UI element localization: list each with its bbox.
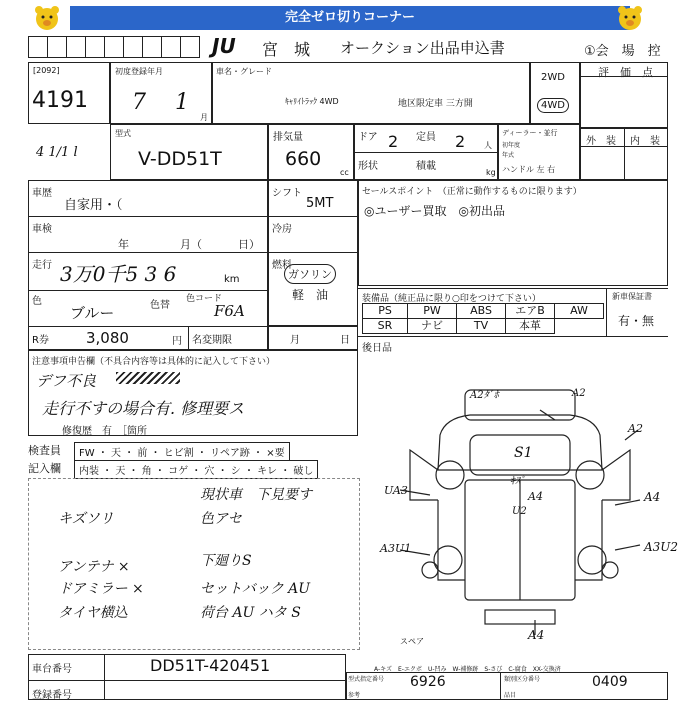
- interior-label: 内 装: [630, 136, 660, 147]
- color-code-label: 色コード: [186, 294, 223, 304]
- displacement-label: 排気量: [273, 132, 303, 143]
- inspection-row2-items: 内装 ・ 天 ・ 角 ・ コゲ ・ 穴 ・ シ ・ キレ ・ 破し: [74, 460, 318, 479]
- code1-value: 6926: [410, 674, 446, 690]
- reg-number-label: 登録番号: [32, 690, 72, 701]
- mark-right-top: A2: [628, 422, 643, 435]
- shift-label: シフト: [272, 188, 302, 199]
- color-swap-label: 色替: [150, 300, 170, 311]
- rating-label: 評 価 点: [598, 66, 653, 79]
- mark-bottom: A4: [528, 628, 545, 642]
- dealer-label: ディーラー・並行: [502, 129, 558, 137]
- ju-logo: JU: [212, 34, 236, 58]
- inspection-row1-items: FW ・ 天 ・ 前 ・ ヒビ割 ・ リペア跡 ・ ×要: [74, 442, 290, 461]
- model-label: 型式: [115, 129, 131, 138]
- color-code: F6A: [214, 302, 245, 320]
- equip-aw: AW: [554, 303, 604, 319]
- capacity-label: 定員: [416, 132, 436, 143]
- sales-point-value: ◎ユーザー買取 ◎初出品: [364, 204, 505, 218]
- registration-year: 7: [132, 90, 146, 115]
- shift-value: 5MT: [306, 196, 334, 211]
- options-label: 後日品: [362, 343, 392, 354]
- top-checkbox-row: [28, 36, 208, 58]
- car-name-label: 車名・グレード: [216, 67, 272, 76]
- capacity-value: 2: [455, 132, 466, 151]
- shaken-day: 日）: [238, 238, 260, 251]
- sales-point-label: セールスポイント （正常に動作するものに限ります）: [362, 187, 582, 197]
- inspection-row1-label: 検査員: [28, 444, 61, 457]
- nameplate-cell: [268, 326, 358, 350]
- model-scribble: 4 1/1 l: [36, 145, 78, 160]
- equip-airbag: エアB: [505, 303, 555, 319]
- color-value: ブルー: [70, 304, 115, 322]
- mark-center-3: U2: [512, 506, 527, 517]
- inspection-row2-label: 記入欄: [28, 462, 61, 475]
- repair-history: 修復歴 有 ［箇所: [62, 426, 147, 437]
- prefecture: 宮 城: [262, 40, 311, 59]
- inspector-note-5: 下廻りS: [200, 553, 252, 569]
- car-name: ｷｬﾘｲﾄﾗｯｸ 4WD: [285, 97, 339, 106]
- doors-value: 2: [388, 132, 399, 151]
- displacement-value: 660: [285, 148, 322, 170]
- mascot-right-icon: [615, 4, 645, 32]
- code1-label: 型式指定番号: [348, 676, 385, 683]
- mark-center-1: ｷｽﾞ: [510, 476, 525, 487]
- inspector-note-8: タイヤ横込: [58, 605, 128, 621]
- dealer-line-2: 年式: [502, 152, 515, 159]
- code2-value: 0409: [592, 674, 628, 690]
- dealer-line-1: 初年度: [502, 142, 521, 149]
- inspector-note-6: ドアミラー ×: [58, 581, 144, 597]
- mileage-label: 走行: [32, 260, 52, 271]
- equip-sr: SR: [362, 318, 408, 334]
- notes-scribble: [116, 372, 180, 384]
- registration-label: 初度登録年月: [115, 67, 163, 76]
- capacity-unit: 人: [484, 141, 492, 150]
- handle-label: ハンドル 左 右: [502, 165, 556, 174]
- vehicle-diagram: [370, 380, 690, 650]
- recycle-value: 3,080: [86, 329, 129, 347]
- inspector-note-7: セットバック AU: [200, 581, 311, 597]
- nameplate-day: 日: [340, 335, 350, 346]
- cooler-label: 冷房: [272, 224, 292, 235]
- mark-center-2: A4: [528, 490, 543, 503]
- nameplate-month: 月: [290, 335, 300, 346]
- color-label: 色: [32, 296, 42, 307]
- displacement-unit: cc: [340, 168, 349, 177]
- mark-spare: スペア: [400, 637, 424, 646]
- equip-ps: PS: [362, 303, 408, 319]
- model-value: V-DD51T: [138, 148, 222, 170]
- equipment-label: 装備品（純正品に限り○印をつけて下さい）: [362, 294, 541, 304]
- inspector-note-9: 荷台 AU ハタ S: [200, 605, 301, 621]
- doc-label: 新車保証書: [612, 292, 652, 301]
- load-label: 積載: [416, 161, 436, 172]
- mark-right-1: A4: [644, 490, 661, 504]
- drive-2wd: 2WD: [541, 72, 565, 83]
- equip-tv: TV: [456, 318, 506, 334]
- doors-label: ドア: [358, 132, 378, 143]
- inspector-note-4: アンテナ ×: [58, 559, 130, 575]
- mark-left-2: A3U1: [380, 542, 412, 555]
- notes-line-2: 走行不すの場合有. 修理要ス: [42, 399, 245, 418]
- registration-month-unit: 月: [200, 113, 208, 122]
- form-title: オークション出品申込書: [340, 39, 505, 57]
- mark-right-2: A3U2: [644, 540, 679, 554]
- lane-label: ①会 場 控: [584, 44, 661, 59]
- shape-label: 形状: [358, 161, 378, 172]
- notes-label: 注意事項申告欄（不具合内容等は具体的に記入して下さい）: [32, 357, 276, 367]
- inspector-note-3: 色アセ: [200, 511, 242, 527]
- banner-title: 完全ゼロ切りコーナー: [70, 6, 630, 30]
- equip-abs: ABS: [456, 303, 506, 319]
- lot-code: [2092]: [33, 66, 60, 75]
- mascot-left-icon: [32, 4, 62, 32]
- notes-line-1: デフ不良: [36, 372, 97, 390]
- shaken-year: 年: [118, 238, 129, 251]
- shaken-month: 月（: [180, 238, 202, 251]
- nameplate-label: 名変期限: [192, 335, 232, 346]
- fuel-label: 燃料: [272, 260, 292, 271]
- mark-top-right: A2: [572, 388, 586, 399]
- registration-month: 1: [175, 90, 189, 115]
- equip-pw: PW: [407, 303, 457, 319]
- equip-navi: ナビ: [407, 318, 457, 334]
- fuel-gas: ガソリン: [284, 264, 336, 284]
- shaken-label: 車検: [32, 224, 52, 235]
- footer-item: 品目: [504, 692, 517, 699]
- mileage-unit: km: [224, 274, 240, 285]
- history-value: 自家用・（: [64, 198, 123, 213]
- mileage-value: 3万0千5 3 6: [60, 262, 177, 286]
- fuel-diesel: 軽 油: [292, 288, 329, 302]
- lot-number: 4191: [32, 88, 88, 113]
- footer-ref: 参考: [348, 692, 361, 699]
- inspector-note-1: 現状車 下見要す: [200, 487, 312, 503]
- doc-value: 有・無: [618, 314, 655, 328]
- mark-left: UA3: [384, 484, 408, 497]
- car-limited: 地区限定車 三方開: [398, 99, 473, 109]
- damage-legend: A-キズ E-エクボ U-凹み W-補修跡 S-さび C-腐食 XX-交換済: [374, 666, 561, 673]
- frame-number: DD51T-420451: [150, 656, 271, 675]
- mark-roof: S1: [514, 445, 533, 461]
- load-unit: kg: [486, 168, 496, 177]
- recycle-label: R券: [32, 335, 49, 346]
- history-label: 車歴: [32, 188, 52, 199]
- code2-label: 類別区分番号: [504, 676, 541, 683]
- drive-4wd: 4WD: [537, 98, 569, 113]
- recycle-unit: 円: [172, 336, 182, 347]
- frame-number-label: 車台番号: [32, 664, 72, 675]
- exterior-label: 外 装: [586, 136, 616, 147]
- inspector-note-2: キズソリ: [58, 511, 114, 527]
- mark-top: A2ﾀﾞﾎ: [470, 390, 499, 401]
- equip-leather: 本革: [505, 318, 555, 334]
